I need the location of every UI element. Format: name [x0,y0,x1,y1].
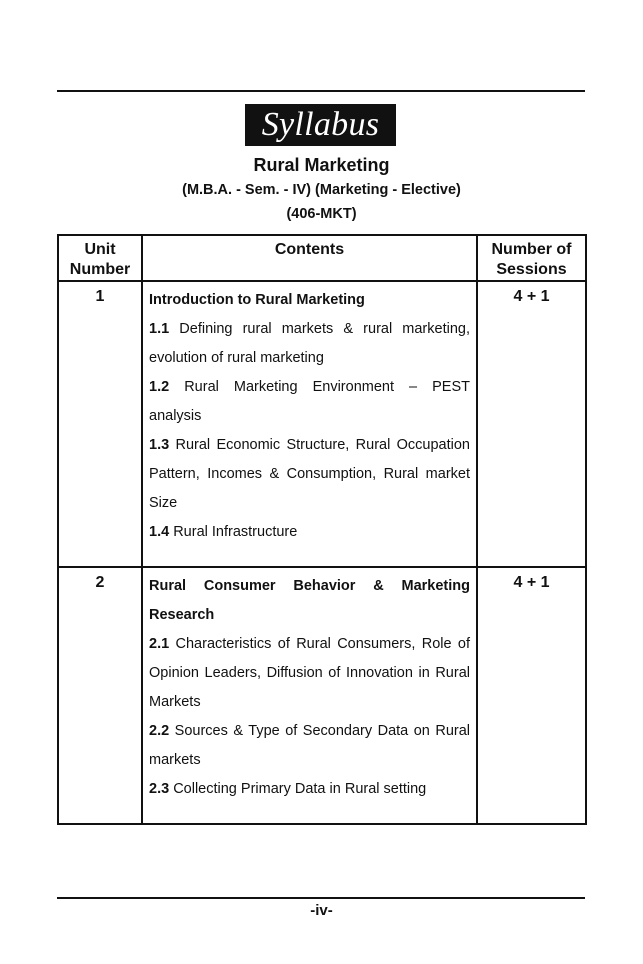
unit-number: 2 [58,567,142,824]
topic-item [149,775,470,804]
course-code: (406-MKT) [286,206,357,222]
unit-number-header: Unit Number [58,235,142,281]
table-row [58,281,586,567]
topic-item [149,717,470,775]
session-count: 4 + 1 [477,567,586,824]
topic-item [149,630,470,717]
topic-text: Rural Marketing Environment – PEST analysis [149,379,470,424]
sessions-header: Number of Sessions [477,235,586,281]
table-header-row [58,235,586,281]
syllabus-badge: Syllabus [245,104,396,146]
topic-text: Rural Infrastructure [169,524,298,540]
contents-header: Contents [142,235,477,281]
page-number: -iv- [310,902,333,919]
topic-text: Sources & Type of Secondary Data on Rural markets [149,723,470,768]
unit-number: 1 [58,281,142,567]
topic-item [149,315,470,373]
topic-text: Characteristics of Rural Consumers, Role of Opinion Leaders, Diffusion of Innovation in Rural Markets [149,636,470,710]
topic-text: Collecting Primary Data in Rural setting [169,781,427,797]
topic-text: Defining rural markets & rural marketing, evolution of rural marketing [149,321,470,366]
topic-item [149,373,470,431]
unit-title: Rural Consumer Behavior & Marketing Research [149,578,470,623]
topic-number: 2.2 [149,723,170,739]
topic-item [149,431,470,518]
course-title: Rural Marketing [253,155,390,175]
topic-number: 1.4 [149,524,170,540]
unit-title: Introduction to Rural Marketing [149,292,365,308]
unit-contents [142,281,477,567]
topic-number: 1.1 [149,321,170,337]
top-rule [57,90,585,92]
topic-number: 1.3 [149,437,170,453]
topic-number: 2.1 [149,636,170,652]
topic-item [149,518,470,547]
unit-contents [142,567,477,824]
table-row [58,567,586,824]
topic-text: Rural Economic Structure, Rural Occupation Pattern, Incomes & Consumption, Rural market Size [149,437,470,511]
session-count: 4 + 1 [477,281,586,567]
topic-number: 1.2 [149,379,170,395]
topic-number: 2.3 [149,781,170,797]
program-line: (M.B.A. - Sem. - IV) (Marketing - Elective) [182,182,461,198]
bottom-rule [57,897,585,899]
syllabus-table [57,234,587,825]
